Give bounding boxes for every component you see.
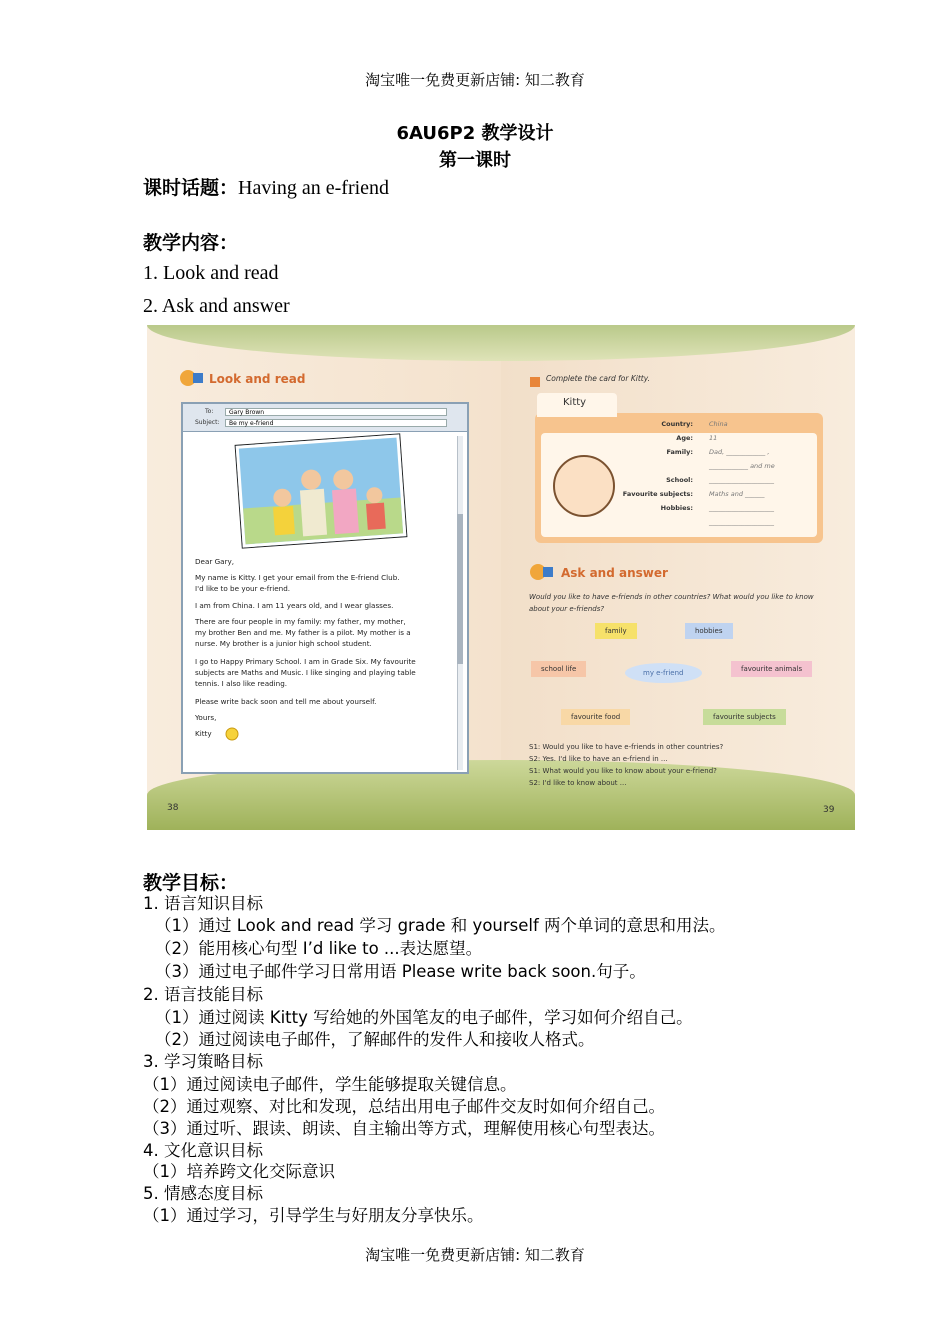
goal-line: （1）通过阅读电子邮件，学生能够提取关键信息。 [143,1075,517,1094]
pencil-icon [529,373,541,392]
email-line: There are four people in my family: my father, my mother, [195,617,406,626]
mindmap-node: family [595,623,637,639]
ask-question: Would you like to have e-friends in other countries? What would you like to know about your e-friends? [529,593,814,613]
kitty-card [535,397,823,543]
email-line: My name is Kitty. I get your email from the E-friend Club. [195,573,400,582]
card-field-value: 11 [709,434,718,442]
mindmap-center: my e-friend [625,663,702,683]
mindmap-node: favourite subjects [703,709,786,725]
topic-value: Having an e-friend [238,177,390,199]
dialogue-line: S1: Would you like to have e-friends in other countries? [529,743,724,751]
doc-title: 6AU6P2 教学设计 [396,123,554,144]
goal-line: （2）通过观察、对比和发现，总结出用电子邮件交友时如何介绍自己。 [143,1097,665,1116]
card-field-label: Favourite subjects: [622,490,693,498]
card-field-label: School: [666,476,693,484]
email-to-field: Gary Brown [225,408,447,416]
card-field-value: ____________________ [709,518,774,526]
card-field-label: Family: [666,448,693,456]
card-field-label: Country: [661,420,693,428]
goal-line: （2）通过阅读电子邮件，了解邮件的发件人和接收人格式。 [155,1030,595,1049]
mindmap-node: favourite food [561,709,630,725]
email-line: Yours, [195,713,217,722]
page-number-left: 38 [167,803,179,813]
email-window [181,402,469,774]
goals-heading: 教学目标： [143,872,239,894]
card-field-value: China [709,420,728,428]
email-line: Dear Gary, [195,557,235,566]
goal-line: （3）通过电子邮件学习日常用语 Please write back soon.句子。 [155,962,646,981]
email-line: I'd like to be your e-friend. [195,584,291,593]
dialogue-line: S1: What would you like to know about your e-friend? [529,767,717,775]
card-name-tab: Kitty [537,393,617,417]
card-field-label: Age: [676,434,693,442]
goal-line: 3. 学习策略目标 [143,1052,263,1071]
email-line: Please write back soon and tell me about yourself. [195,697,377,706]
email-line: my brother Ben and me. My father is a pilot. My mother is a [195,628,411,637]
textbook-spread-image [147,325,855,830]
page-header: 淘宝唯一免费更新店铺: 知二教育 [365,71,585,89]
mindmap-node: hobbies [685,623,733,639]
look-read-icon [179,369,205,391]
dialogue-line: S2: I'd like to know about ... [529,779,627,787]
email-line: tennis. I also like reading. [195,679,288,688]
ask-answer-title: Ask and answer [561,566,668,580]
card-field-value: ____________________ [709,504,774,512]
email-line: Kitty [195,729,212,738]
content-heading: 教学内容： [143,232,239,254]
goal-line: （1）通过 Look and read 学习 grade 和 yourself 两个单词的意思和用法。 [155,916,726,935]
family-photo-illustration [236,434,407,547]
goal-line: 1. 语言知识目标 [143,894,263,913]
email-scrollbar-thumb [457,514,463,664]
page-footer: 淘宝唯一免费更新店铺: 知二教育 [365,1246,585,1264]
card-field-value: ____________ and me [709,462,775,470]
mindmap-node: favourite animals [731,661,812,677]
email-line: nurse. My brother is a junior high school student. [195,639,372,648]
topic-label: 课时话题： [143,177,239,199]
look-read-title: Look and read [209,372,306,386]
email-line: I am from China. I am 11 years old, and I wear glasses. [195,601,394,610]
email-subject-field: Be my e-friend [225,419,447,427]
mindmap-node: school life [531,661,586,677]
email-line: subjects are Maths and Music. I like singing and playing table [195,668,416,677]
email-subject-label: Subject: [195,419,220,426]
card-field-label: Hobbies: [660,504,693,512]
card-field-value: Maths and ______ [709,490,765,498]
goal-line: 5. 情感态度目标 [143,1184,263,1203]
smiley-icon [225,726,239,745]
dialogue-line: S2: Yes. I'd like to have an e-friend in ... [529,755,668,763]
goal-line: （1）通过阅读 Kitty 写给她的外国笔友的电子邮件，学习如何介绍自己。 [155,1008,693,1027]
page-number-right: 39 [823,805,835,815]
email-line: I go to Happy Primary School. I am in Grade Six. My favourite [195,657,416,666]
card-field-value: ____________________ [709,476,774,484]
goal-line: 4. 文化意识目标 [143,1141,263,1160]
goal-line: （2）能用核心句型 I’d like to ...表达愿望。 [155,939,483,958]
lesson-topic [143,173,389,200]
goal-line: （3）通过听、跟读、朗读、自主输出等方式，理解使用核心句型表达。 [143,1119,665,1138]
email-to-label: To: [205,408,214,415]
goal-line: （1）通过学习，引导学生与好朋友分享快乐。 [143,1206,484,1225]
doc-subtitle: 第一课时 [439,150,511,171]
ask-answer-icon [529,563,555,585]
content-item: 2. Ask and answer [143,295,290,317]
content-item: 1. Look and read [143,262,279,284]
email-header [183,404,467,432]
card-field-value: Dad, ____________ , [709,448,770,456]
card-instruction: Complete the card for Kitty. [546,374,650,383]
goal-line: 2. 语言技能目标 [143,985,263,1004]
goal-line: （1）培养跨文化交际意识 [143,1162,335,1181]
